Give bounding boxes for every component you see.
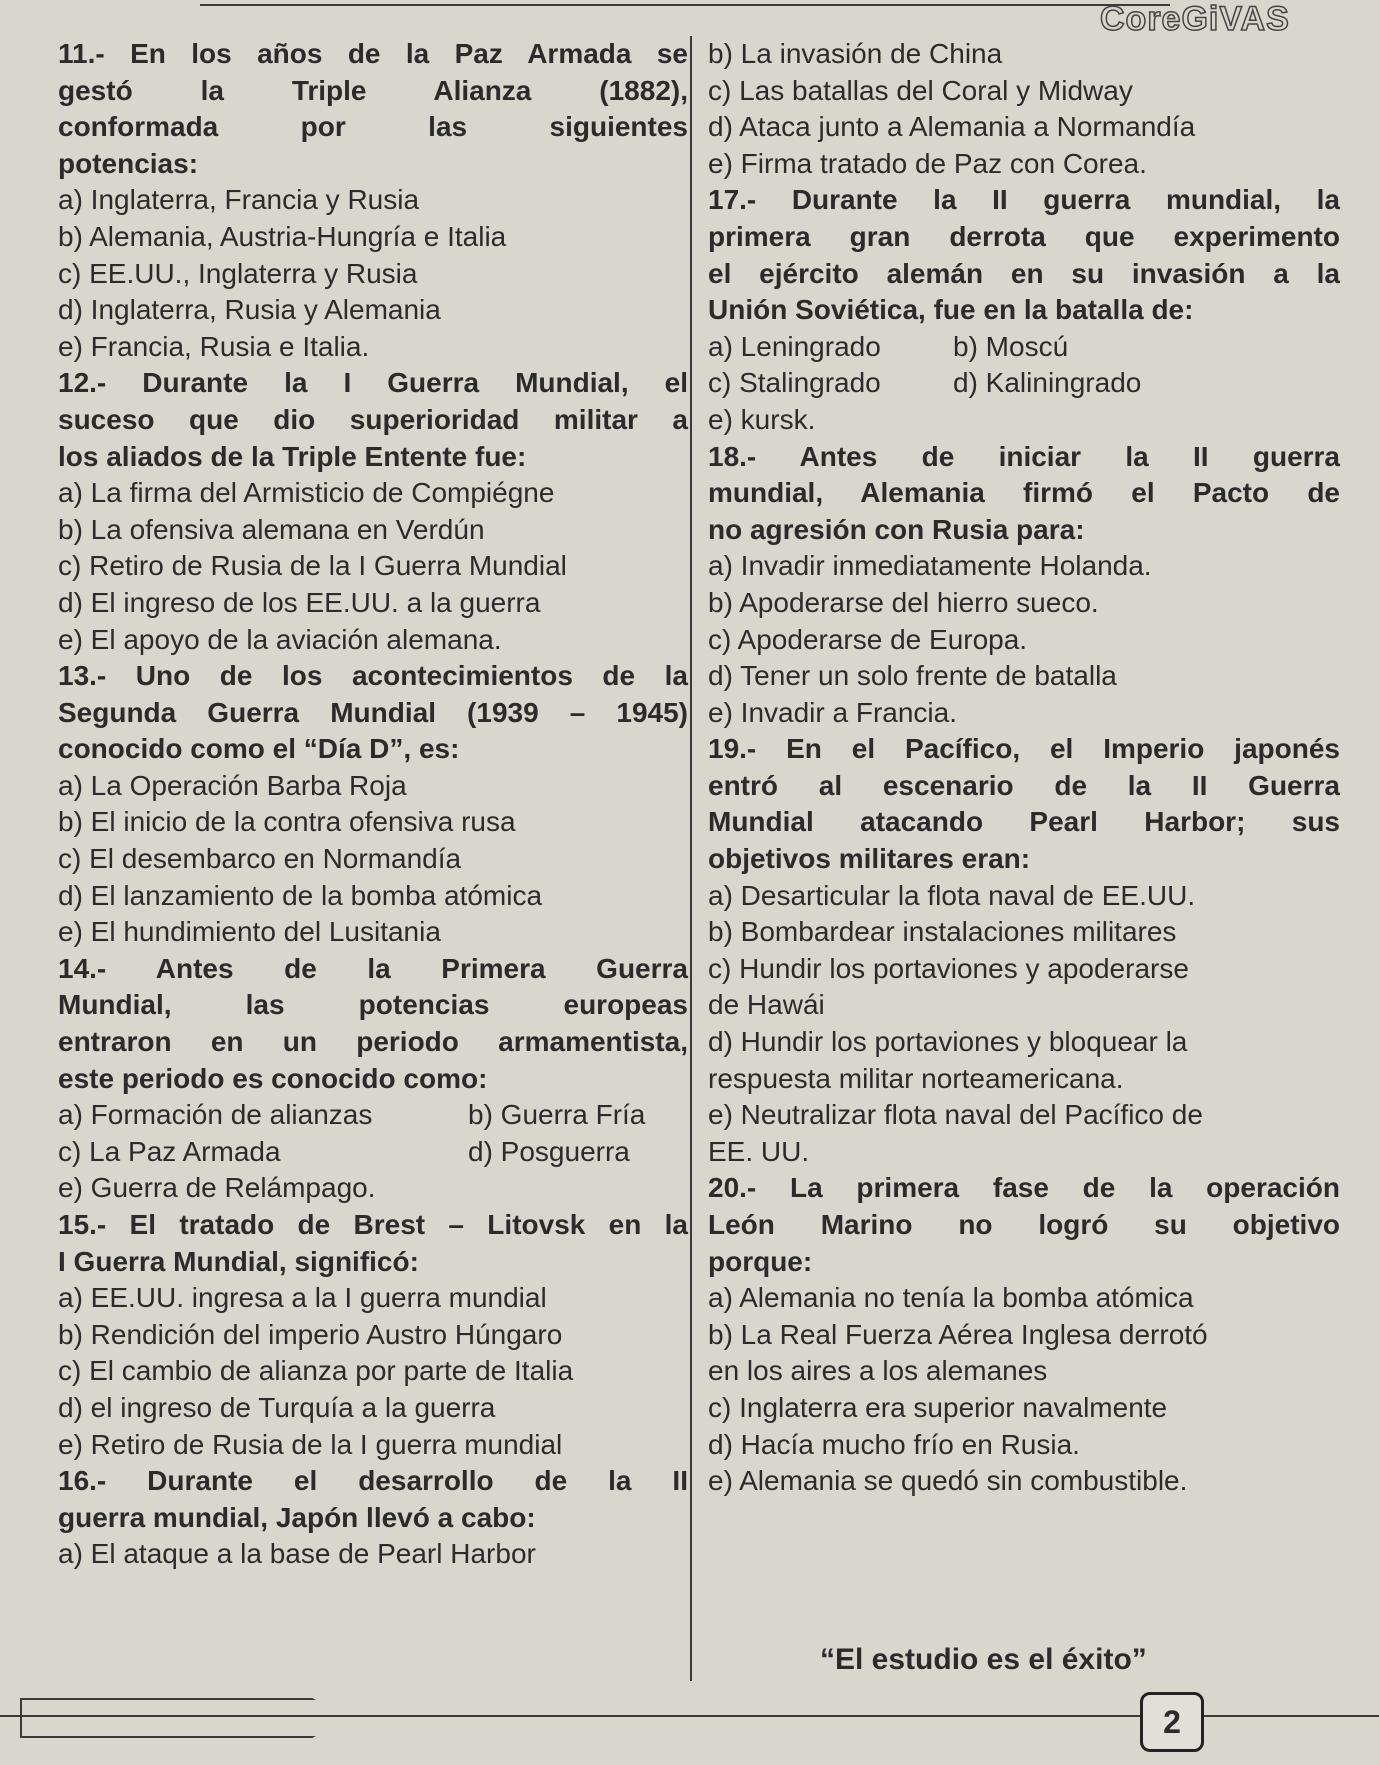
option-pair — [708, 329, 1340, 366]
question-line: conocido como el “Día D”, es: — [58, 733, 460, 765]
question-line: primera gran derrota que experimento — [708, 220, 1340, 252]
option: c) El cambio de alianza por parte de Italia — [58, 1355, 574, 1387]
option: a) EE.UU. ingresa a la I guerra mundial — [58, 1282, 547, 1314]
option: e) Neutralizar flota naval del Pacífico de — [708, 1099, 1203, 1131]
option: a) Formación de alianzas — [58, 1099, 373, 1131]
option: d) Ataca junto a Alemania a Normandía — [708, 111, 1196, 143]
option: a) Inglaterra, Francia y Rusia — [58, 184, 420, 216]
option: d) Inglaterra, Rusia y Alemania — [58, 294, 441, 326]
question-line: 20.- La primera fase de la operación — [708, 1172, 1340, 1204]
right-column — [708, 36, 1340, 1500]
top-rule — [200, 4, 1170, 6]
question-line: el ejército alemán en su invasión a la — [708, 257, 1340, 289]
question-16 — [58, 1463, 688, 1573]
motto: “El estudio es el éxito” — [820, 1643, 1147, 1676]
question-line: 13.- Uno de los acontecimientos de la — [58, 660, 688, 692]
option: e) Invadir a Francia. — [708, 696, 957, 728]
question-line: suceso que dio superioridad militar a — [58, 403, 688, 435]
question-18 — [708, 439, 1340, 732]
question-line: 16.- Durante el desarrollo de la II — [58, 1465, 688, 1497]
option: e) Retiro de Rusia de la I guerra mundial — [58, 1428, 563, 1460]
option: c) EE.UU., Inglaterra y Rusia — [58, 257, 418, 289]
option: b) La Real Fuerza Aérea Inglesa derrotó — [708, 1318, 1208, 1350]
question-13 — [58, 658, 688, 951]
option: e) kursk. — [708, 403, 816, 435]
option: c) La Paz Armada — [58, 1135, 281, 1167]
option: b) El inicio de la contra ofensiva rusa — [58, 806, 516, 838]
option: de Hawái — [708, 989, 825, 1021]
question-11 — [58, 36, 688, 365]
option: e) Francia, Rusia e Italia. — [58, 330, 370, 362]
option: d) Hundir los portaviones y bloquear la — [708, 1026, 1188, 1058]
option: e) Alemania se quedó sin combustible. — [708, 1465, 1188, 1497]
question-16-continued — [708, 36, 1340, 182]
question-line: 14.- Antes de la Primera Guerra — [58, 952, 688, 984]
question-17 — [708, 182, 1340, 438]
option: a) El ataque a la base de Pearl Harbor — [58, 1538, 536, 1570]
question-line: 18.- Antes de iniciar la II guerra — [708, 440, 1340, 472]
question-line: porque: — [708, 1245, 813, 1277]
option: c) Retiro de Rusia de la I Guerra Mundial — [58, 550, 567, 582]
option: c) Hundir los portaviones y apoderarse — [708, 952, 1189, 984]
question-line: entraron en un periodo armamentista, — [58, 1026, 688, 1058]
question-line: 11.- En los años de la Paz Armada se — [58, 38, 688, 69]
question-line: gestó la Triple Alianza (1882), — [58, 74, 688, 106]
option: b) Rendición del imperio Austro Húngaro — [58, 1318, 563, 1350]
option: respuesta militar norteamericana. — [708, 1062, 1124, 1094]
option: b) Alemania, Austria-Hungría e Italia — [58, 220, 507, 252]
option: d) Hacía mucho frío en Rusia. — [708, 1428, 1080, 1460]
question-line: conformada por las siguientes — [58, 111, 688, 143]
option: EE. UU. — [708, 1135, 810, 1167]
option: a) La firma del Armisticio de Compiégne — [58, 477, 555, 509]
option-pair — [58, 1097, 688, 1134]
option: c) Stalingrado — [708, 367, 881, 399]
option: b) La ofensiva alemana en Verdún — [58, 513, 485, 545]
page-number: 2 — [1140, 1692, 1204, 1752]
question-line: Unión Soviética, fue en la batalla de: — [708, 294, 1194, 326]
option: c) Inglaterra era superior navalmente — [708, 1391, 1168, 1423]
option: d) El ingreso de los EE.UU. a la guerra — [58, 586, 541, 618]
question-line: Segunda Guerra Mundial (1939 – 1945) — [58, 696, 688, 728]
question-19 — [708, 731, 1340, 1170]
question-line: mundial, Alemania firmó el Pacto de — [708, 477, 1340, 509]
option: d) Posguerra — [468, 1135, 630, 1167]
question-line: I Guerra Mundial, significó: — [58, 1245, 419, 1277]
question-line: potencias: — [58, 147, 199, 179]
left-column — [58, 36, 688, 1573]
question-line: 12.- Durante la I Guerra Mundial, el — [58, 367, 688, 399]
question-line: no agresión con Rusia para: — [708, 513, 1085, 545]
question-line: 19.- En el Pacífico, el Imperio japonés — [708, 733, 1340, 765]
option: b) Apoderarse del hierro sueco. — [708, 586, 1099, 618]
option: c) El desembarco en Normandía — [58, 843, 462, 875]
question-line: objetivos militares eran: — [708, 843, 1031, 875]
option: a) La Operación Barba Roja — [58, 769, 407, 801]
question-line: Mundial atacando Pearl Harbor; sus — [708, 806, 1340, 838]
question-line: 17.- Durante la II guerra mundial, la — [708, 184, 1340, 216]
option: d) Kaliningrado — [953, 367, 1142, 399]
option-pair — [58, 1134, 688, 1171]
option: b) Moscú — [953, 330, 1069, 362]
option-pair — [708, 365, 1340, 402]
question-15 — [58, 1207, 688, 1463]
question-line: León Marino no logró su objetivo — [708, 1209, 1340, 1240]
question-14 — [58, 951, 688, 1207]
option: e) Guerra de Relámpago. — [58, 1172, 376, 1204]
option: a) Leningrado — [708, 330, 881, 362]
column-divider — [690, 36, 692, 1681]
option: b) Guerra Fría — [468, 1099, 646, 1131]
question-line: los aliados de la Triple Entente fue: — [58, 440, 527, 472]
option: e) Firma tratado de Paz con Corea. — [708, 147, 1147, 179]
option: a) Invadir inmediatamente Holanda. — [708, 550, 1152, 582]
option: en los aires a los alemanes — [708, 1355, 1048, 1387]
question-12 — [58, 365, 688, 658]
option: a) Alemania no tenía la bomba atómica — [708, 1282, 1194, 1314]
question-line: 15.- El tratado de Brest – Litovsk en la — [58, 1209, 688, 1240]
option: c) Las batallas del Coral y Midway — [708, 74, 1133, 106]
question-line: este periodo es conocido como: — [58, 1062, 488, 1094]
option: d) el ingreso de Turquía a la guerra — [58, 1391, 496, 1423]
option: d) El lanzamiento de la bomba atómica — [58, 879, 543, 911]
question-line: guerra mundial, Japón llevó a cabo: — [58, 1501, 536, 1533]
option: b) Bombardear instalaciones militares — [708, 916, 1177, 948]
option: d) Tener un solo frente de batalla — [708, 660, 1117, 692]
question-20 — [708, 1170, 1340, 1499]
option: c) Apoderarse de Europa. — [708, 623, 1028, 655]
option: e) El hundimiento del Lusitania — [58, 916, 441, 948]
question-line: entró al escenario de la II Guerra — [708, 769, 1340, 801]
logo: CoreGiVAS — [1100, 0, 1290, 38]
option: b) La invasión de China — [708, 38, 1003, 69]
option: a) Desarticular la flota naval de EE.UU. — [708, 879, 1196, 911]
footer-banner — [20, 1698, 352, 1738]
option: e) El apoyo de la aviación alemana. — [58, 623, 502, 655]
question-line: Mundial, las potencias europeas — [58, 989, 688, 1021]
